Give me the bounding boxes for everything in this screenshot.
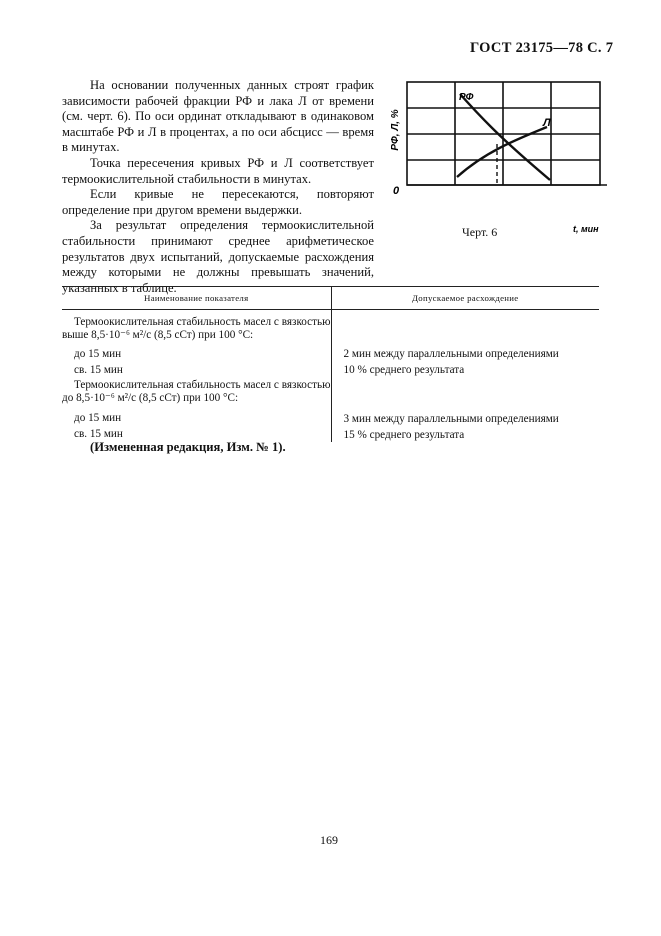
paragraph-2: Точка пересечения кривых РФ и Л соответствует термоокислительной стабильности в минутах. — [62, 155, 374, 186]
table-col-1 — [62, 310, 331, 442]
col1-header: Наименование показателя — [144, 293, 249, 303]
origin-label: 0 — [393, 185, 400, 197]
curve-rf-label: РФ — [459, 92, 474, 103]
table-header — [62, 286, 599, 310]
group-1-row-2-value: 10 % среднего результата — [343, 364, 465, 376]
figure-chart — [385, 72, 610, 237]
amendment-note: (Измененная редакция, Изм. № 1). — [90, 440, 286, 454]
group-1-row-2-label: св. 15 мин — [74, 364, 123, 376]
body-text — [62, 78, 374, 296]
group-2-title: Термоокислительная стабильность масел с вязкостью до 8,5·10⁻⁶ м²/с (8,5 сСт) при 100 °С: — [62, 379, 331, 404]
page-header: ГОСТ 23175—78 С. 7 — [470, 40, 614, 56]
figure-caption: Черт. 6 — [462, 225, 498, 239]
curve-l-label: Л — [543, 117, 551, 129]
data-table — [62, 286, 599, 442]
col2-header: Допускаемое расхождение — [331, 287, 600, 309]
table-body — [62, 310, 599, 442]
group-2-row-1-value: 3 мин между параллельными определениями — [343, 413, 559, 425]
group-1-row-1-label: до 15 мин — [74, 348, 122, 360]
x-axis-label: t, мин — [573, 224, 599, 234]
group-1-title: Термоокислительная стабильность масел с вязкостью выше 8,5·10⁻⁶ м²/с (8,5 сСт) при 100 °С: — [62, 316, 331, 341]
table-col-2 — [331, 310, 600, 442]
y-axis-label: РФ, Л, % — [390, 109, 401, 151]
page-number: 169 — [320, 833, 338, 847]
paragraph-4: За результат определения термоокислительной стабильности принимают среднее арифметическое результатов двух испытаний, допускаемые расхождения между которыми не должны превышать значений, указанных в таблице. — [62, 218, 374, 295]
curve-rf — [460, 94, 550, 180]
group-2-row-2-label: св. 15 мин — [74, 428, 123, 440]
chart-grid — [407, 82, 607, 185]
group-1-row-1-value: 2 мин между параллельными определениями — [343, 348, 559, 360]
paragraph-3: Если кривые не пересекаются, повторяют определение при другом времени выдержки. — [62, 187, 374, 217]
group-2-row-1-label: до 15 мин — [74, 412, 122, 424]
paragraph-1: На основании полученных данных строят график зависимости рабочей фракции РФ и лака Л от времени (см. черт. 6). По оси ординат откладывают в одинаковом масштабе РФ и Л в процентах, а по оси абсцисс — время в минутах. — [62, 78, 374, 155]
group-2-row-2-value: 15 % среднего результата — [343, 429, 465, 441]
